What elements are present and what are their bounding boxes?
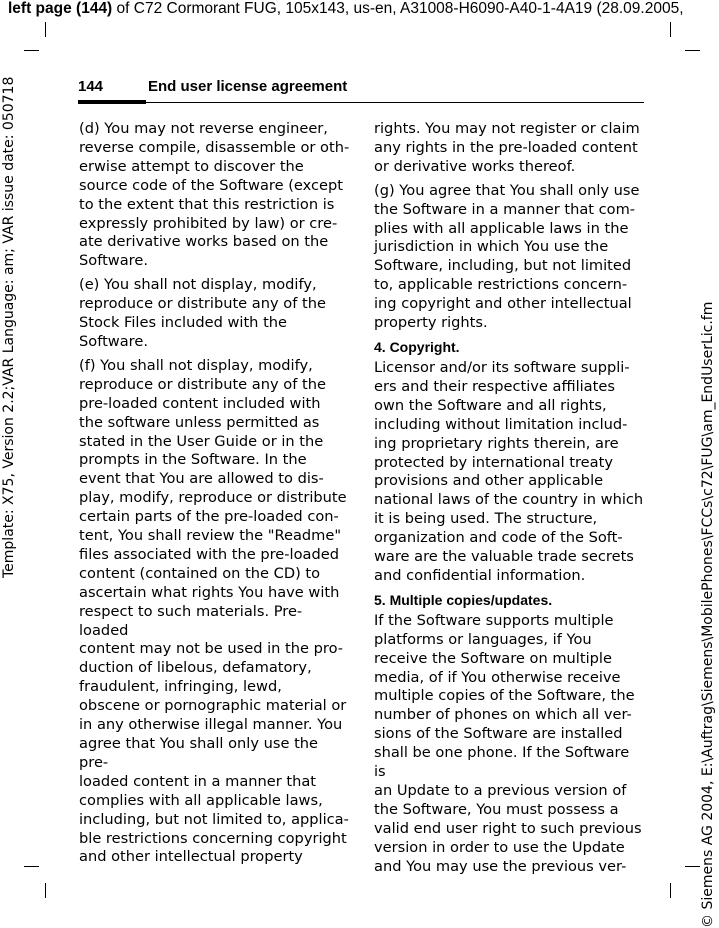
paragraph-f: (f) You shall not display, modify, reproduce or distribute any of the pre-loaded content included with the software unless permitted as stated in the User Guide or in the prompts in the Software. In the event that You are allowed to dis- play, modify, reproduce or distribute certain parts of the pre-loaded con- tent, You shall review the "Readme" files associated with the pre-loaded content (contained on the CD) to ascertain what rights You have with respect to such materials. Pre-loaded content may not be used in the pro- duction of libelous, defamatory, fraudulent, infringing, lewd, obscene or pornographic material or in any otherwise illegal manner. You agree that You shall only use the pre- loaded content in a manner that complies with all applicable laws, including, but not limited to, applica- ble restrictions concerning copyright and other intellectual property: [79, 356, 349, 866]
crop-mark: [45, 883, 46, 898]
running-title: End user license agreement: [148, 78, 348, 95]
crop-mark: [670, 22, 671, 37]
right-column: [374, 120, 644, 882]
slug-page-label: left page (144): [8, 0, 113, 17]
crop-mark: [685, 866, 700, 867]
crop-mark: [24, 50, 39, 51]
crop-mark: [685, 50, 700, 51]
paragraph-copyright: Licensor and/or its software suppli- ers and their respective affiliates own the Software and all rights, including without limitation includ- ing proprietary rights therein, are protected by international treaty provisions and other applicable national laws of the country in which it is being used. The structure, organization and code of the Soft- ware are the valuable trade secrets and confidential information.: [374, 358, 644, 584]
paragraph-multiple-copies: If the Software supports multiple platforms or languages, if You receive the Software on multiple media, of if You otherwise receive multiple copies of the Software, the number of phones on which all ver- sions of the Software are installed shall be one phone. If the Software is an Update to a previous version of the Software, You must possess a valid end user right to such previous version in order to use the Update and You may use the previous ver-: [374, 611, 642, 875]
page-header: [78, 78, 644, 104]
crop-mark: [24, 866, 39, 867]
crop-mark: [45, 22, 46, 37]
print-slug: [8, 0, 719, 18]
paragraph-f-continued: rights. You may not register or claim any rights in the pre-loaded content or derivative works thereof.: [374, 120, 640, 175]
header-rule: [78, 102, 644, 103]
page-number: 144: [78, 78, 104, 95]
section-heading-multiple-copies: 5. Multiple copies/updates.: [374, 591, 553, 608]
section-heading-copyright: 4. Copyright.: [374, 338, 460, 355]
paragraph-g: (g) You agree that You shall only use the Software in a manner that com- plies with all applicable laws in the jurisdiction in which You use the Software, including, but not limited to, applicable restrictions concern- ing copyright and other intellectual property rights.: [374, 181, 640, 332]
left-column: [79, 120, 351, 872]
copyright-margin-note: © Siemens AG 2004, E:\Auftrag\Siemens\MobilePhones\FCCs\c72\FUG\am_EndUserLic.fm: [700, 301, 716, 928]
paragraph-d: (d) You may not reverse engineer, reverse compile, disassemble or oth- erwise attempt to discover the source code of the Software (except to the extent that this restriction is expressly prohibited by law) or cre- ate derivative works based on the Software.: [79, 120, 350, 270]
header-rule-accent: [78, 100, 146, 104]
paragraph-e: (e) You shall not display, modify, reproduce or distribute any of the Stock Files included with the Software.: [79, 276, 326, 350]
slug-document-info: of C72 Cormorant FUG, 105x143, us-en, A31008-H6090-A40-1-4A19 (28.09.2005,: [112, 0, 684, 17]
crop-mark: [670, 883, 671, 898]
template-margin-note: Template: X75, Version 2.2;VAR Language: am; VAR issue date: 050718: [1, 76, 17, 578]
